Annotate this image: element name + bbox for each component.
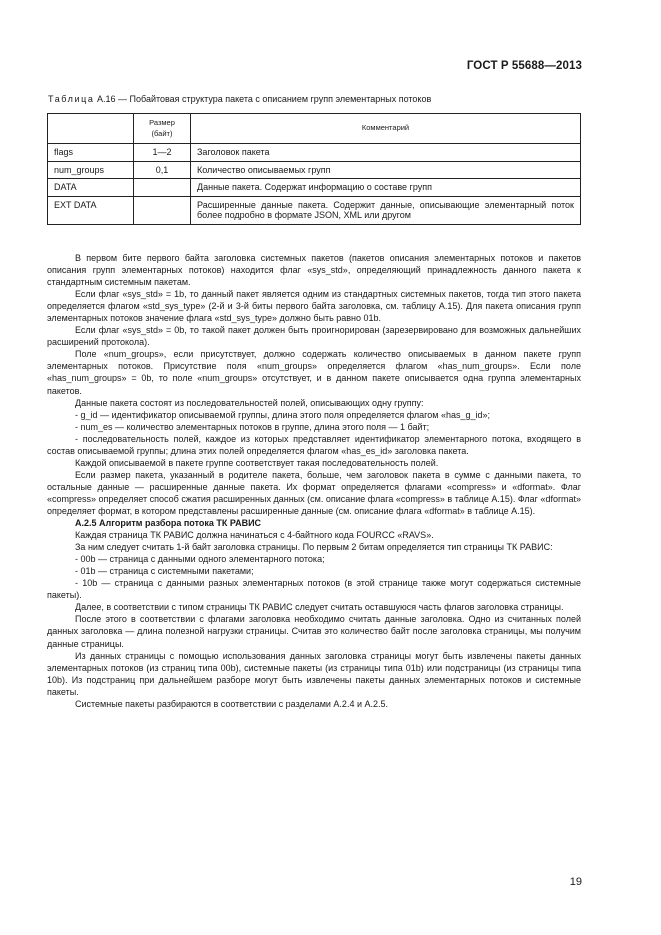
table-row [48, 179, 581, 197]
paragraph: За ним следует считать 1-й байт заголовка страницы. По первым 2 битам определяется тип страницы ТК РАВИС: [75, 542, 553, 553]
field-comment: Количество описываемых групп [191, 161, 581, 179]
field-name: EXT DATA [48, 196, 134, 224]
column-header-size [134, 114, 191, 144]
field-name: flags [48, 144, 134, 162]
paragraph: В первом бите первого байта заголовка системных пакетов (пакетов описания элементарных потоков и пакетов описания групп элементарных потоков) находится флаг «sys_std», определяющий принадлежность данного пакета к стандартным системным пакетам. [47, 253, 581, 288]
paragraph: Поле «num_groups», если присутствует, должно содержать количество описываемых в данном пакете групп элементарных потоков. Присутствие поля «num_groups» определяется флагом «has_num_groups». Если поле «has_num_groups» = 0b, то поле «num_groups» отсутствует, и в данном пакете описывается одна группа элементарных пакетов. [47, 349, 581, 396]
column-header-comment: Комментарий [191, 114, 581, 144]
paragraph: Далее, в соответствии с типом страницы ТК РАВИС следует считать оставшуюся часть флагов заголовка страницы. [75, 602, 564, 613]
field-size: 1—2 [134, 144, 191, 162]
paragraph: Если флаг «sys_std» = 1b, то данный пакет является одним из стандартных системных пакетов, тогда тип этого пакета определяется флагом «std_sys_type» (2-й и 3-й биты первого байта заголовка, см. таблицу А.15). Для пакета описания групп элементарных потоков значение флага «std_sys_type» должно быть равно 01b. [47, 289, 581, 324]
paragraph: После этого в соответствии с флагами заголовка необходимо считать данные заголовка. Одно из считанных полей данных заголовка — длина полезной нагрузки страницы. Считав это количество байт после заголовка страницы, мы получим данные страницы. [47, 614, 581, 649]
field-name: num_groups [48, 161, 134, 179]
field-name: DATA [48, 179, 134, 197]
paragraph: Системные пакеты разбираются в соответствии с разделами А.2.4 и А.2.5. [75, 698, 388, 709]
field-comment: Расширенные данные пакета. Содержит данные, описывающие элементарный поток более подробно в формате JSON, XML или другом [191, 196, 581, 224]
field-size [134, 179, 191, 197]
paragraph: Если флаг «sys_std» = 0b, то такой пакет должен быть проигнорирован (зарезервировано для возможных дальнейших расширений протокола). [47, 325, 581, 348]
section-heading: А.2.5 Алгоритм разбора потока ТК РАВИС [75, 518, 262, 529]
table-header-row [48, 114, 581, 144]
list-item: - 10b — страница с данными разных элементарных потоков (в этой странице также могут содержаться системные пакеты). [47, 578, 581, 601]
caption-text: А.16 — Побайтовая структура пакета с описанием групп элементарных потоков [94, 94, 432, 104]
table-row [48, 161, 581, 179]
size-header-label: Размер (байт) [149, 117, 175, 138]
field-size [134, 196, 191, 224]
field-size: 0,1 [134, 161, 191, 179]
column-header [48, 114, 134, 144]
paragraph: Из данных страницы с помощью использования данных заголовка страницы могут быть извлечены пакеты данных элементарных потоков (из страниц типа 00b), системные пакеты (из страницы типа 01b) или подстраницы (из страницы типа 10b). Из подстраниц при дальнейшем разборе могут быть извлечены пакеты данных элементарных потоков и системные пакеты. [47, 650, 581, 697]
list-item: - 00b — страница с данными одного элементарного потока; [75, 554, 325, 565]
table-caption [48, 94, 431, 104]
paragraph: Каждой описываемой в пакете группе соответствует такая последовательность полей. [75, 457, 439, 468]
table-row [48, 196, 581, 224]
document-header: ГОСТ Р 55688—2013 [466, 60, 582, 72]
field-comment: Данные пакета. Содержат информацию о составе групп [191, 179, 581, 197]
paragraph: Если размер пакета, указанный в родителе пакета, больше, чем заголовок пакета в сумме с данными пакета, то остальные данные — расширенные данные пакета. Их формат определяется флагами «compress» и «dformat». Флаг «compress» определяет способ сжатия расширенных данных (см. описание флага «compress» в таблице А.15). Флаг «dformat» определяет формат, в котором представлены расширенные данные (см. описание флага «dformat» в таблице А.15). [47, 469, 581, 516]
body-text [47, 252, 581, 710]
page-number: 19 [569, 876, 582, 888]
paragraph: Каждая страница ТК РАВИС должна начинаться с 4-байтного кода FOURCC «RAVS». [75, 530, 434, 541]
field-comment: Заголовок пакета [191, 144, 581, 162]
paragraph: Данные пакета состоят из последовательностей полей, описывающих одну группу: [75, 397, 424, 408]
list-item: - последовательность полей, каждое из которых представляет идентификатор элементарного потока, входящего в состав описываемой группы; длина этих полей определяется флагом «has_es_id» заголовка пакета. [47, 433, 581, 456]
list-item: - g_id — идентификатор описываемой группы, длина этого поля определяется флагом «has_g_id»; [75, 409, 491, 420]
table-row [48, 144, 581, 162]
caption-label: Таблица [48, 94, 95, 104]
packet-structure-table [47, 113, 581, 225]
list-item: - 01b — страница с системными пакетами; [75, 566, 254, 577]
list-item: - num_es — количество элементарных потоков в группе, длина этого поля — 1 байт; [75, 421, 430, 432]
